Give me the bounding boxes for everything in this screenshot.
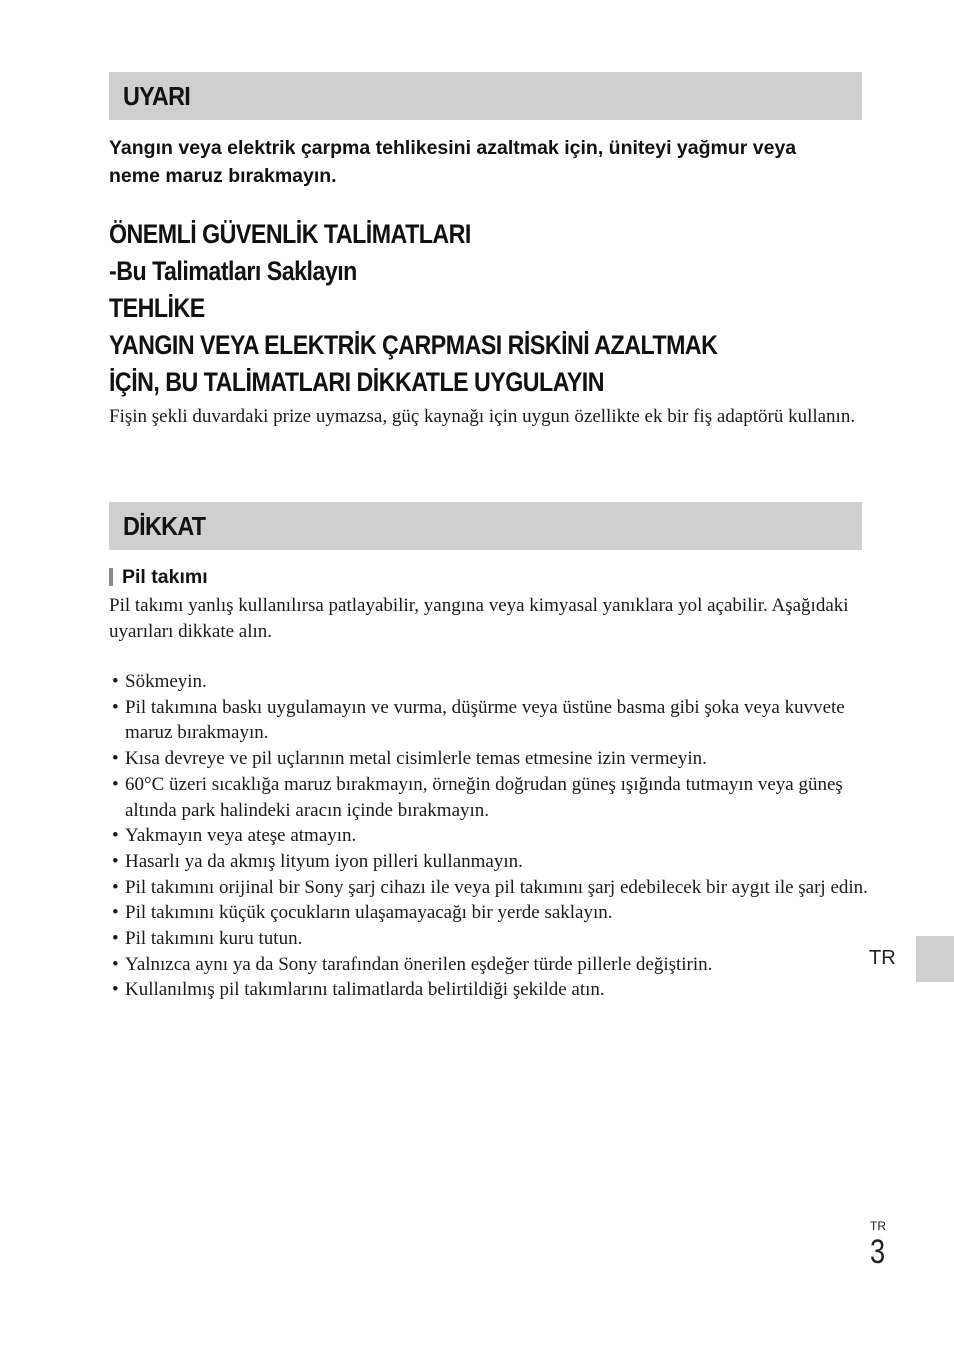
warning-header-band: [109, 72, 862, 120]
bullet-marker: •: [112, 850, 119, 872]
list-item: • Hasarlı ya da akmış lityum iyon pilleri kullanmayın.: [109, 849, 869, 875]
list-item: • 60°C üzeri sıcaklığa maruz bırakmayın, örneğin doğrudan güneş ışığında tutmayın veya güneş altında park halindeki aracın içinde bırakmayın.: [112, 773, 843, 821]
caution-header-band: [109, 502, 862, 550]
bullet-marker: •: [112, 876, 119, 898]
bullet-marker: •: [112, 953, 119, 975]
language-tab-label: TR: [869, 947, 896, 969]
bullet-marker: •: [112, 902, 119, 924]
bullet-marker: •: [112, 696, 119, 718]
battery-subheading: [109, 564, 208, 590]
caution-title: DİKKAT: [123, 511, 206, 541]
headline-line-3: TEHLİKE: [109, 293, 205, 323]
list-item: • Kısa devreye ve pil uçlarının metal cisimlerle temas etmesine izin vermeyin.: [109, 746, 869, 772]
battery-warnings-list: [109, 669, 869, 1003]
bullet-marker: •: [112, 748, 119, 770]
page-number: 3: [870, 1233, 886, 1271]
headline-line-1: ÖNEMLİ GÜVENLİK TALİMATLARI: [109, 219, 471, 249]
bullet-marker: •: [112, 773, 119, 795]
list-item: • Yalnızca aynı ya da Sony tarafından önerilen eşdeğer türde pillerle değiştirin.: [109, 952, 869, 978]
bullet-marker: •: [112, 671, 119, 692]
warning-text: Yangın veya elektrik çarpma tehlikesini azaltmak için, üniteyi yağmur veya neme maruz bırakmayın.: [109, 137, 797, 187]
warning-title: UYARI: [123, 81, 191, 111]
list-item: • Pil takımını kuru tutun.: [109, 926, 869, 952]
list-item: • Pil takımına baskı uygulamayın ve vurma, düşürme veya üstüne basma gibi şoka veya kuvvete maruz bırakmayın.: [112, 696, 845, 744]
plug-adapter-text: Fişin şekli duvardaki prize uymazsa, güç kaynağı için uygun özellikte ek bir fiş adaptörü kullanın.: [109, 406, 856, 427]
list-item: • Sökmeyin.: [109, 669, 869, 695]
list-item: • Yakmayın veya ateşe atmayın.: [109, 823, 869, 849]
bullet-marker: •: [112, 979, 119, 1001]
bullet-marker: •: [112, 928, 119, 950]
language-tab-marker: [916, 936, 954, 982]
battery-subheading-text: Pil takımı: [122, 565, 208, 588]
headline-line-5: İÇİN, BU TALİMATLARI DİKKATLE UYGULAYIN: [109, 367, 604, 397]
headline-line-4: YANGIN VEYA ELEKTRİK ÇARPMASI RİSKİNİ AZALTMAK: [109, 330, 718, 360]
page-language-code: TR: [870, 1219, 886, 1233]
safety-headline: [109, 216, 763, 401]
headline-line-2: -Bu Talimatları Saklayın: [109, 256, 357, 286]
subheading-bar-marker: [109, 568, 113, 586]
bullet-marker: •: [112, 825, 119, 847]
battery-intro-text: Pil takımı yanlış kullanılırsa patlayabilir, yangına veya kimyasal yanıklara yol açabilir. Aşağıdaki uyarıları dikkate alın.: [109, 595, 849, 642]
list-item: • Pil takımını orijinal bir Sony şarj cihazı ile veya pil takımını şarj edebilecek bir aygıt ile şarj edin.: [109, 875, 869, 901]
list-item: • Pil takımını küçük çocukların ulaşamayacağı bir yerde saklayın.: [109, 900, 869, 926]
list-item: • Kullanılmış pil takımlarını talimatlarda belirtildiği şekilde atın.: [109, 977, 869, 1003]
